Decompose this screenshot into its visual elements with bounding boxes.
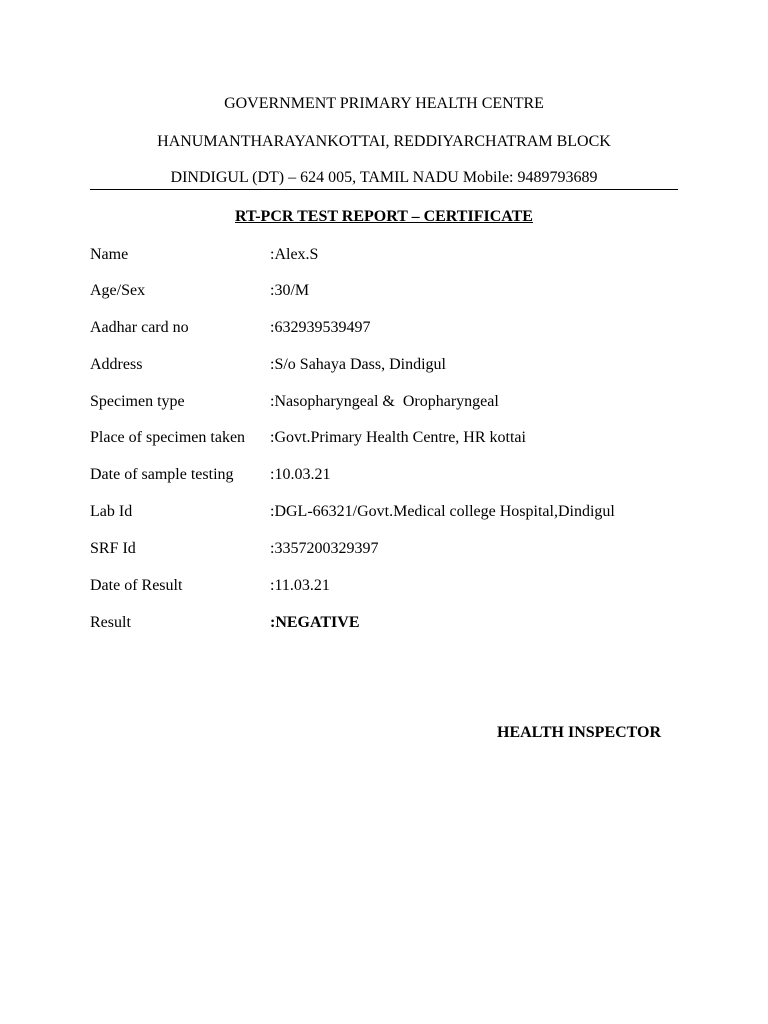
field-value: :3357200329397 (270, 540, 379, 557)
field-label: Age/Sex (90, 282, 146, 299)
signature-title: HEALTH INSPECTOR (497, 724, 662, 741)
field-label: Place of specimen taken (90, 429, 246, 446)
field-label: Aadhar card no (90, 319, 189, 336)
field-label: Lab Id (90, 503, 133, 520)
field-value: :Govt.Primary Health Centre, HR kottai (270, 429, 526, 446)
field-label: Result (90, 614, 131, 631)
field-label: Specimen type (90, 393, 185, 410)
field-value: :632939539497 (270, 319, 371, 336)
field-label: Date of sample testing (90, 466, 234, 483)
header-address: DINDIGUL (DT) – 624 005, TAMIL NADU Mobile: 9489793689 (170, 169, 598, 186)
field-label: SRF Id (90, 540, 136, 557)
header-institution: GOVERNMENT PRIMARY HEALTH CENTRE (224, 95, 544, 112)
field-value: :DGL-66321/Govt.Medical college Hospital,Dindigul (270, 503, 615, 520)
field-value: :Alex.S (270, 246, 319, 263)
report-title: RT-PCR TEST REPORT – CERTIFICATE (235, 208, 533, 225)
header-location: HANUMANTHARAYANKOTTAI, REDDIYARCHATRAM BLOCK (157, 133, 611, 150)
field-value: :30/M (270, 282, 310, 299)
field-label: Name (90, 246, 129, 263)
field-value: :10.03.21 (270, 466, 331, 483)
field-label: Date of Result (90, 577, 183, 594)
header-divider (90, 189, 678, 190)
field-value: :11.03.21 (270, 577, 330, 594)
result-value: :NEGATIVE (270, 614, 360, 631)
field-value: :S/o Sahaya Dass, Dindigul (270, 356, 446, 373)
field-value: :Nasopharyngeal & Oropharyngeal (270, 393, 499, 410)
field-label: Address (90, 356, 143, 373)
